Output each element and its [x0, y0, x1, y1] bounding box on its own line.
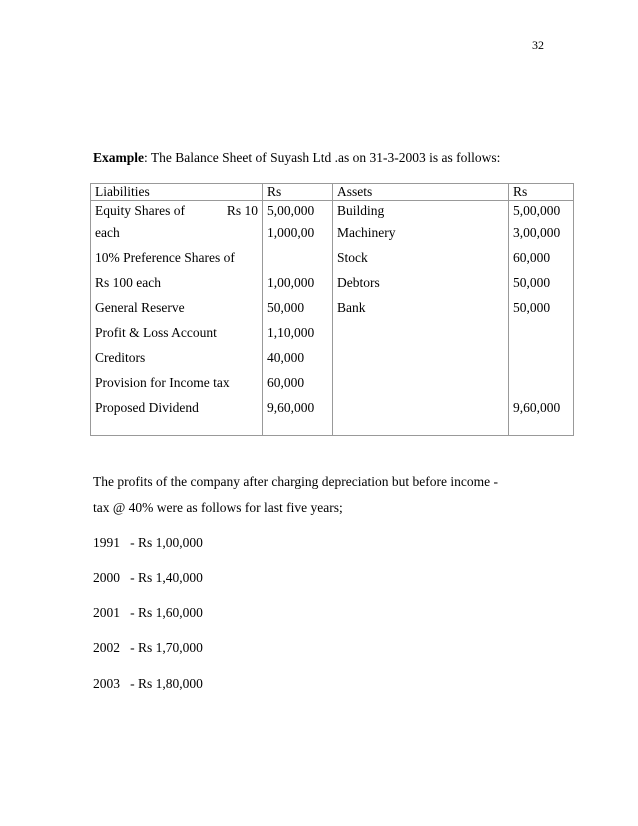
header-assets: Assets [333, 184, 509, 201]
page-number: 32 [532, 38, 544, 52]
asset-amount: 60,000 [509, 245, 574, 270]
asset-cell [333, 320, 509, 345]
profit-year-item: 2002 - Rs 1,70,000 [93, 640, 203, 655]
asset-cell: Stock [333, 245, 509, 270]
profit-year-item: 2003 - Rs 1,80,000 [93, 676, 203, 691]
balance-sheet-table [90, 183, 574, 436]
asset-cell: Bank [333, 295, 509, 320]
asset-cell [333, 395, 509, 436]
asset-amount: 50,000 [509, 295, 574, 320]
liability-cell: each [91, 220, 263, 245]
example-text: : The Balance Sheet of Suyash Ltd .as on 31-3-2003 is as follows: [144, 150, 501, 165]
table-row [91, 201, 574, 221]
liability-cell: 10% Preference Shares of [91, 245, 263, 270]
liability-amount: 50,000 [263, 295, 333, 320]
paragraph-line: The profits of the company after charging depreciation but before income - [93, 474, 498, 489]
liability-cell: Profit & Loss Account [91, 320, 263, 345]
asset-cell: Machinery [333, 220, 509, 245]
liability-amount: 9,60,000 [263, 395, 333, 436]
asset-amount [509, 320, 574, 345]
header-liabilities: Liabilities [91, 184, 263, 201]
profit-year-item: 2001 - Rs 1,60,000 [93, 605, 203, 620]
table-row [91, 370, 574, 395]
asset-amount [509, 345, 574, 370]
table-row [91, 245, 574, 270]
asset-amount: 3,00,000 [509, 220, 574, 245]
header-rs-liabilities: Rs [263, 184, 333, 201]
asset-amount [509, 370, 574, 395]
header-rs-assets: Rs [509, 184, 574, 201]
liability-amount: 40,000 [263, 345, 333, 370]
liability-cell [91, 201, 263, 221]
table-row [91, 220, 574, 245]
liability-cell: Creditors [91, 345, 263, 370]
liability-cell: General Reserve [91, 295, 263, 320]
liability-amount: 1,00,000 [263, 270, 333, 295]
profits-paragraph [93, 469, 563, 521]
liability-amount: 1,10,000 [263, 320, 333, 345]
table-row [91, 345, 574, 370]
liability-amount: 1,000,00 [263, 220, 333, 245]
paragraph-line: tax @ 40% were as follows for last five years; [93, 500, 343, 515]
liability-amount: 5,00,000 [263, 201, 333, 221]
asset-amount: 50,000 [509, 270, 574, 295]
liability-text-right: Rs 10 [226, 203, 258, 218]
asset-cell [333, 370, 509, 395]
table-header-row [91, 184, 574, 201]
table-row [91, 295, 574, 320]
liability-cell: Rs 100 each [91, 270, 263, 295]
example-label: Example [93, 150, 145, 165]
asset-cell [333, 345, 509, 370]
asset-cell: Building [333, 201, 509, 221]
table-row [91, 270, 574, 295]
liability-text: Equity Shares of [95, 203, 185, 218]
profit-year-item: 1991 - Rs 1,00,000 [93, 535, 203, 550]
liability-amount [263, 245, 333, 270]
table-row [91, 320, 574, 345]
table-row [91, 395, 574, 436]
example-heading [93, 150, 500, 166]
profit-year-item: 2000 - Rs 1,40,000 [93, 570, 203, 585]
asset-cell: Debtors [333, 270, 509, 295]
liability-amount: 60,000 [263, 370, 333, 395]
liability-cell: Provision for Income tax [91, 370, 263, 395]
liability-cell: Proposed Dividend [91, 395, 263, 436]
asset-amount: 9,60,000 [509, 395, 574, 436]
asset-amount: 5,00,000 [509, 201, 574, 221]
